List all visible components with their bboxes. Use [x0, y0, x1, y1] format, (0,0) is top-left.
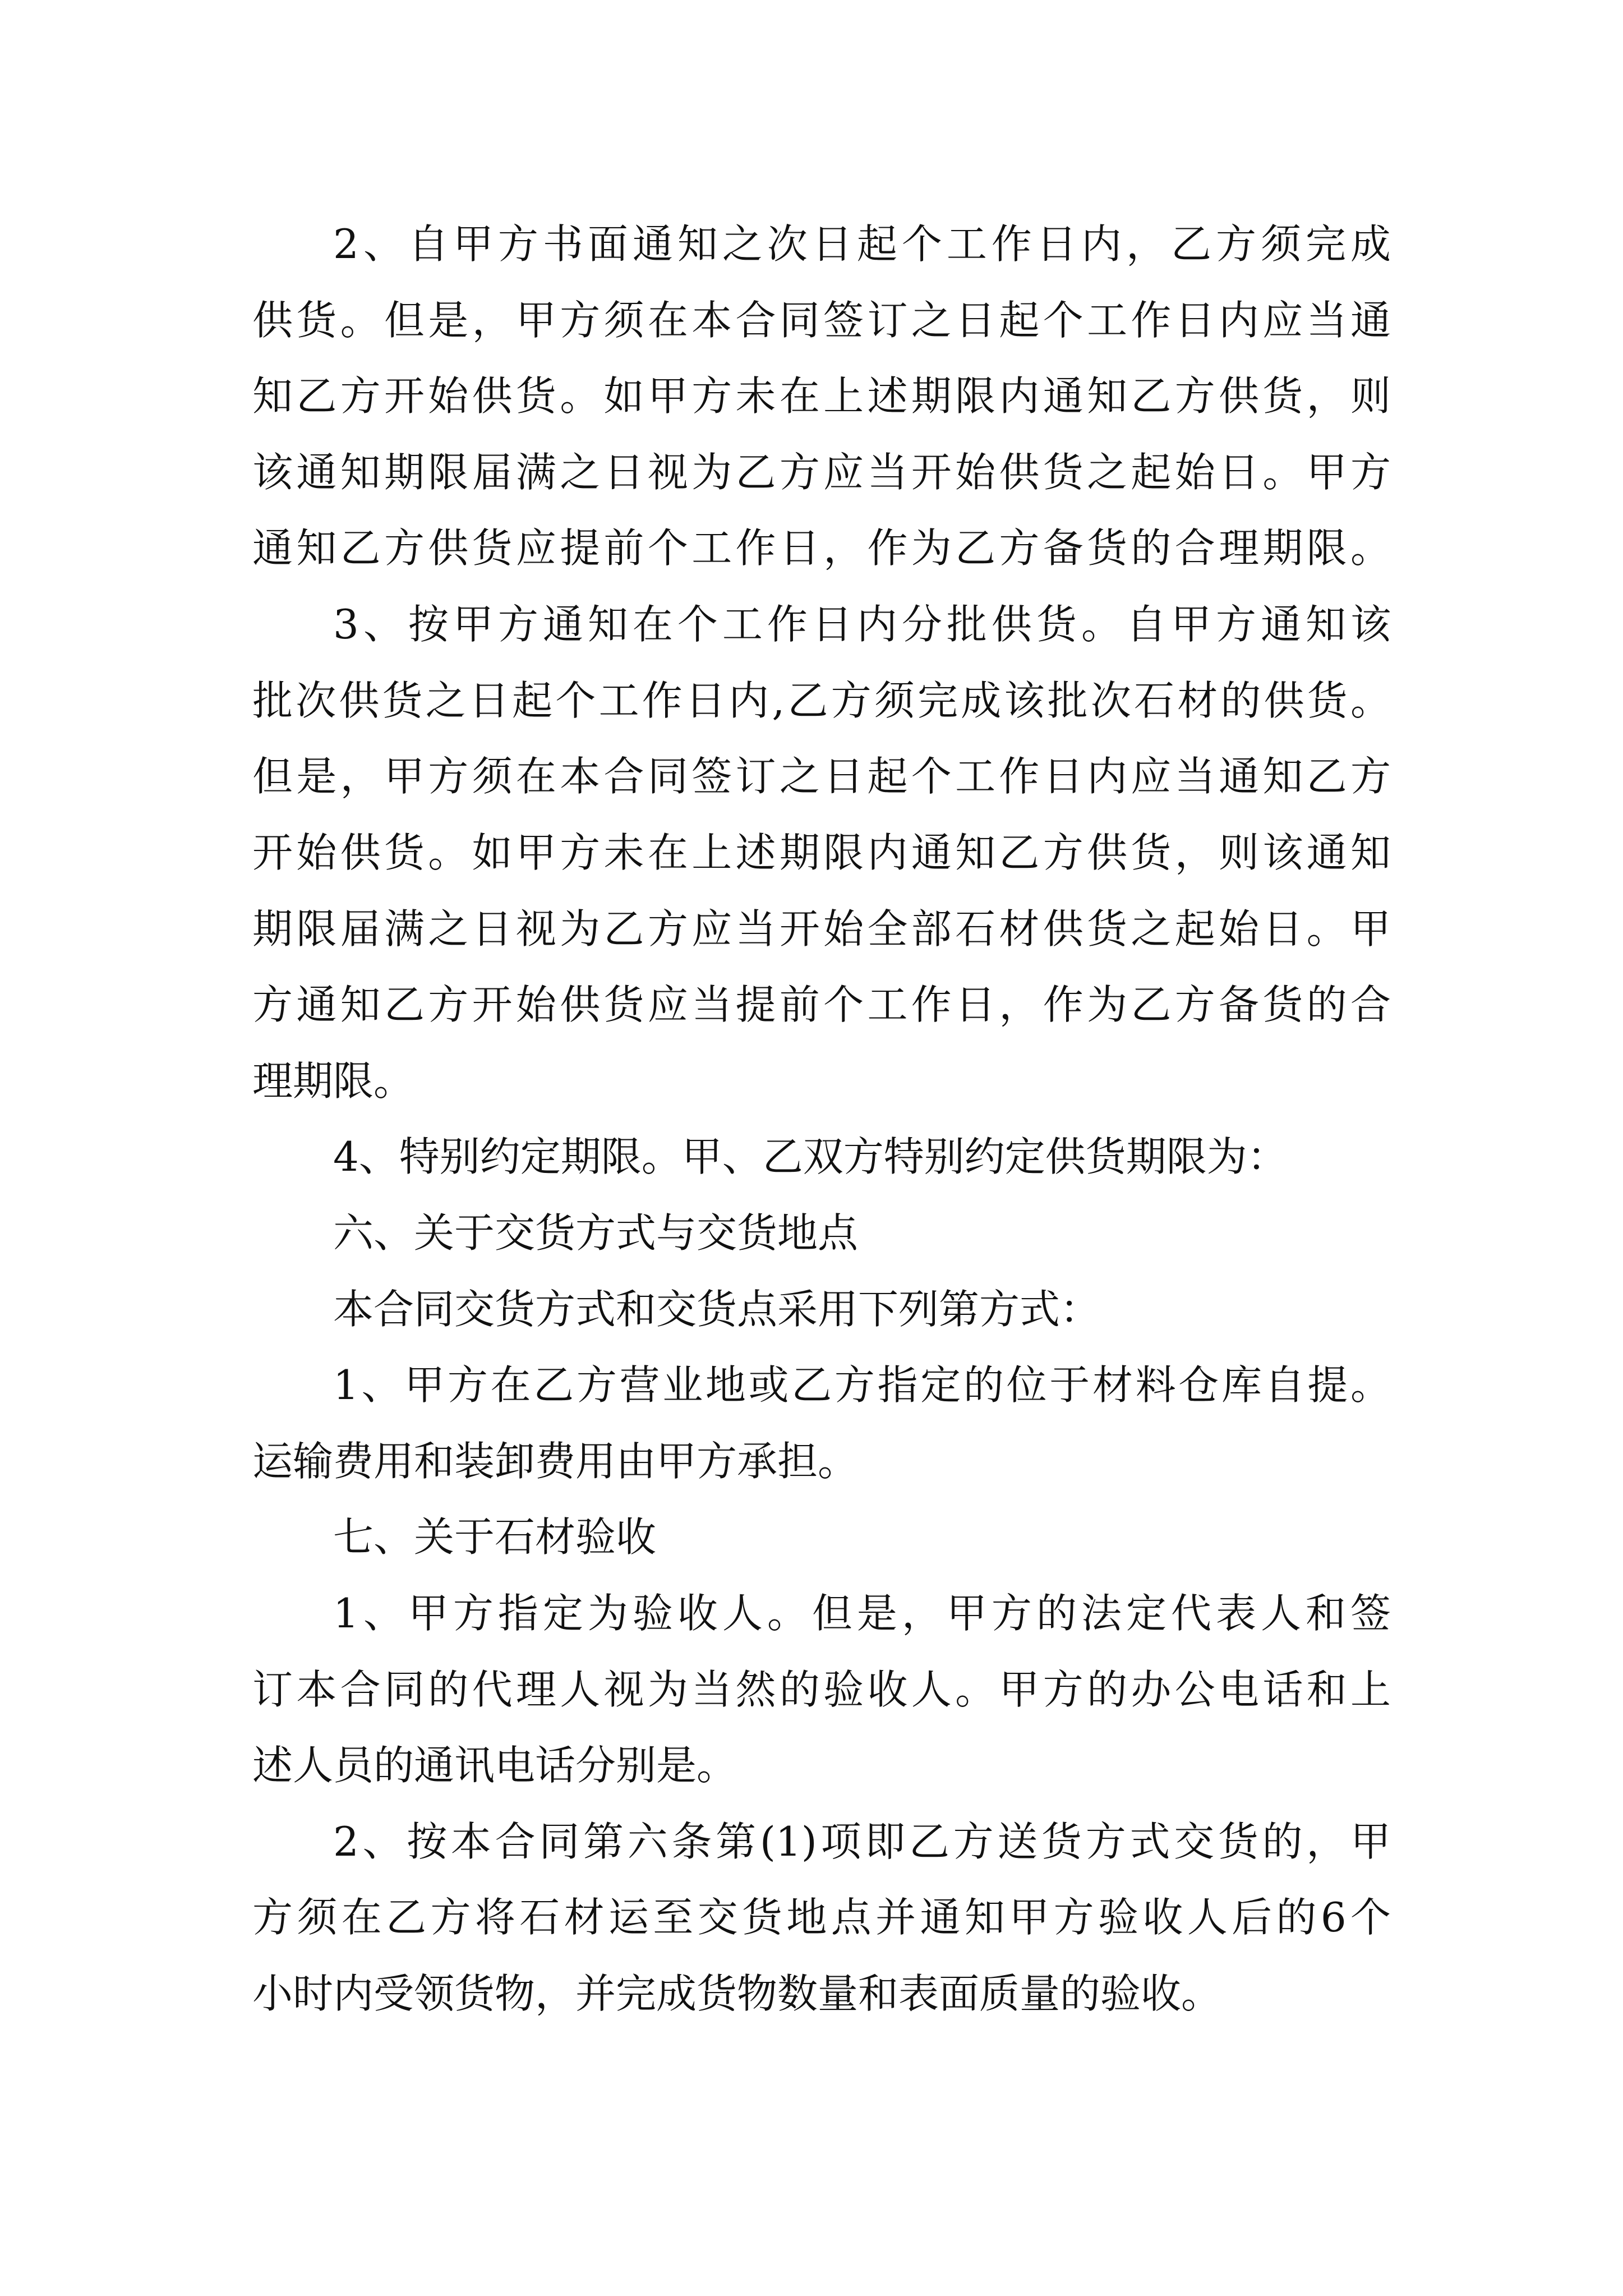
paragraph-line: 该通知期限届满之日视为乙方应当开始供货之起始日。甲方: [252, 449, 1391, 496]
section-heading: 七、关于石材验收: [333, 1513, 657, 1561]
paragraph-line: 供货。但是，甲方须在本合同签订之日起个工作日内应当通: [252, 297, 1391, 344]
paragraph-line: 期限届满之日视为乙方应当开始全部石材供货之起始日。甲: [252, 905, 1391, 953]
paragraph-line: 通知乙方供货应提前个工作日，作为乙方备货的合理期限。: [252, 524, 1391, 572]
paragraph-line: 理期限。: [252, 1057, 414, 1105]
paragraph-line: 订本合同的代理人视为当然的验收人。甲方的办公电话和上: [252, 1666, 1391, 1713]
paragraph-line: 1、甲方在乙方营业地或乙方指定的位于材料仓库自提。: [333, 1361, 1391, 1409]
paragraph-line: 2、自甲方书面通知之次日起个工作日内，乙方须完成: [333, 220, 1391, 268]
paragraph-line: 但是，甲方须在本合同签订之日起个工作日内应当通知乙方: [252, 753, 1391, 800]
paragraph-line: 小时内受领货物，并完成货物数量和表面质量的验收。: [252, 1970, 1222, 2017]
paragraph-line: 4、特别约定期限。甲、乙双方特别约定供货期限为：: [333, 1133, 1288, 1180]
paragraph-line: 知乙方开始供货。如甲方未在上述期限内通知乙方供货，则: [252, 372, 1391, 420]
paragraph-line: 批次供货之日起个工作日内,乙方须完成该批次石材的供货。: [252, 677, 1391, 724]
paragraph-line: 运输费用和装卸费用由甲方承担。: [252, 1438, 859, 1485]
paragraph-line: 述人员的通讯电话分别是。: [252, 1742, 737, 1789]
paragraph-line: 本合同交货方式和交货点采用下列第方式：: [333, 1286, 1101, 1333]
section-heading: 六、关于交货方式与交货地点: [333, 1209, 859, 1257]
paragraph-line: 3、按甲方通知在个工作日内分批供货。自甲方通知该: [333, 601, 1391, 648]
paragraph-line: 开始供货。如甲方未在上述期限内通知乙方供货，则该通知: [252, 829, 1391, 876]
paragraph-line: 1、甲方指定为验收人。但是，甲方的法定代表人和签: [333, 1590, 1391, 1637]
paragraph-line: 方须在乙方将石材运至交货地点并通知甲方验收人后的6个: [252, 1894, 1391, 1941]
paragraph-line: 2、按本合同第六条第(1)项即乙方送货方式交货的，甲: [333, 1818, 1391, 1865]
paragraph-line: 方通知乙方开始供货应当提前个工作日，作为乙方备货的合: [252, 981, 1391, 1028]
